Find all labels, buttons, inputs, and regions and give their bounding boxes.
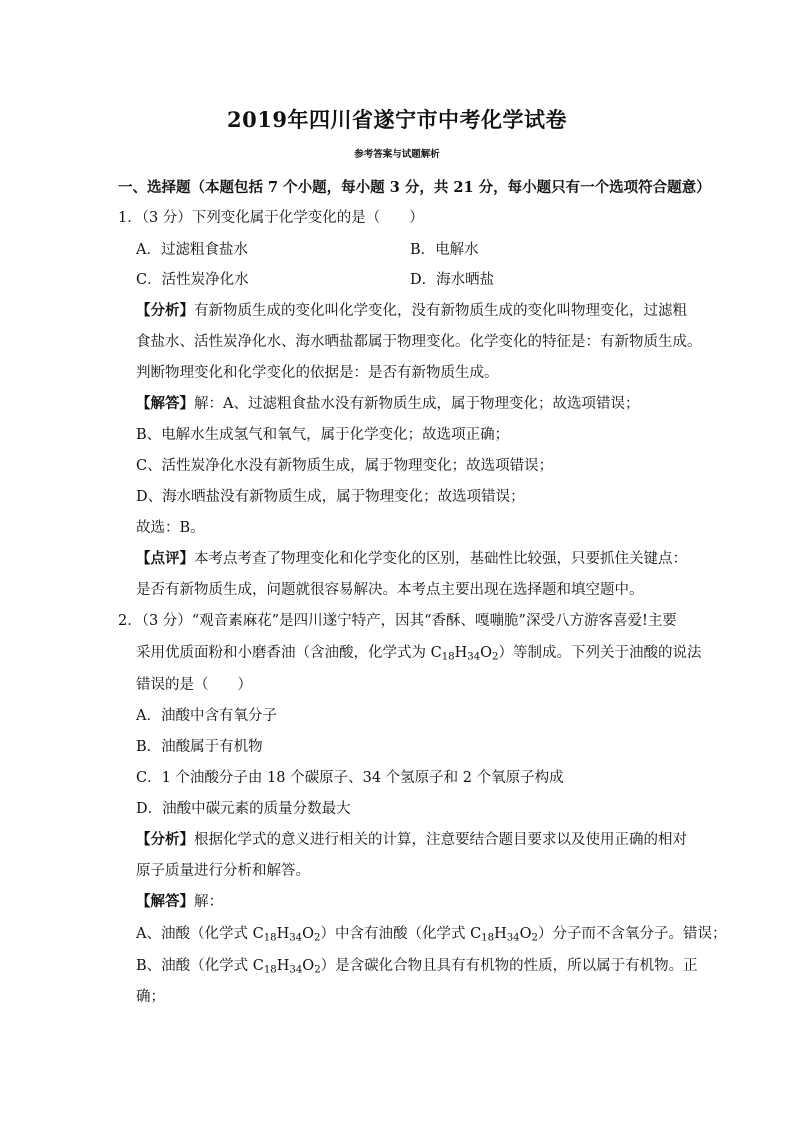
question-2-stem-line-2: 采用优质面粉和小磨香油（含油酸，化学式为 $C_{18}H_{34}O_2$）等制成。下列关于油酸的说法 bbox=[136, 645, 702, 663]
page-title: 2019年四川省遂宁市中考化学试卷 bbox=[227, 107, 567, 132]
question-1-answer-line-4: D、海水晒盐没有新物质生成，属于物理变化；故选项错误； bbox=[136, 489, 525, 505]
section-heading: 一、选择题（本题包括 7 个小题，每小题 3 分，共 21 分，每小题只有一个选项符合题意） bbox=[118, 179, 711, 196]
analysis-tag: 【分析】 bbox=[136, 831, 194, 848]
question-1-stem: 1．（3 分）下列变化属于化学变化的是（ ） bbox=[118, 210, 424, 226]
question-1-answer-line-5: 故选：B。 bbox=[136, 520, 205, 536]
question-1-answer bbox=[136, 394, 639, 414]
question-2-answer-b: B、油酸（化学式 $C_{18}H_{34}O_2$）是含碳化合物且具有有机物的性质，所以属于有机物。正 bbox=[136, 958, 698, 976]
question-1-option-c: C．活性炭净化水 bbox=[136, 272, 249, 288]
question-1-comment bbox=[136, 549, 687, 569]
answer-text: 解：A、过滤粗食盐水没有新物质生成，属于物理变化；故选项错误； bbox=[194, 396, 640, 412]
question-1-analysis-line-3: 判断物理变化和化学变化的依据是：是否有新物质生成。 bbox=[136, 365, 499, 381]
question-2-stem-line-3: 错误的是（ ） bbox=[136, 677, 252, 693]
question-1-analysis bbox=[136, 301, 687, 321]
comment-tag: 【点评】 bbox=[136, 550, 194, 567]
question-1-option-b: B．电解水 bbox=[410, 242, 479, 258]
question-2-analysis-line-2: 原子质量进行分析和解答。 bbox=[136, 863, 310, 879]
question-1-analysis-line-2: 食盐水、活性炭净化水、海水晒盐都属于物理变化。化学变化的特征是：有新物质生成。 bbox=[136, 334, 702, 350]
question-2-option-b: B．油酸属于有机物 bbox=[136, 739, 263, 755]
answer-text: 解： bbox=[194, 894, 223, 910]
question-2-option-d: D．油酸中碳元素的质量分数最大 bbox=[136, 801, 351, 817]
comment-text: 本考点考查了物理变化和化学变化的区别，基础性比较强，只要抓住关键点： bbox=[194, 551, 687, 567]
question-2-answer bbox=[136, 892, 223, 912]
analysis-text: 有新物质生成的变化叫化学变化，没有新物质生成的变化叫物理变化，过滤粗 bbox=[194, 303, 687, 319]
question-2-option-a: A．油酸中含有氧分子 bbox=[136, 708, 277, 724]
question-1-answer-line-2: B、电解水生成氢气和氧气，属于化学变化；故选项正确； bbox=[136, 427, 510, 443]
question-2-answer-b-line-2: 确； bbox=[136, 989, 165, 1005]
question-2-option-c: C．1 个油酸分子由 18 个碳原子、34 个氢原子和 2 个氧原子构成 bbox=[136, 770, 564, 786]
question-1-comment-line-2: 是否有新物质生成，问题就很容易解决。本考点主要出现在选择题和填空题中。 bbox=[136, 582, 644, 598]
answer-tag: 【解答】 bbox=[136, 395, 194, 412]
question-1-option-a: A．过滤粗食盐水 bbox=[136, 242, 248, 258]
page-subtitle: 参考答案与试题解析 bbox=[354, 149, 440, 160]
question-2-answer-a: A、油酸（化学式 $C_{18}H_{34}O_2$）中含有油酸（化学式 $C_{18}H_{34}O_2$）分子而不含氧分子。错误； bbox=[136, 926, 727, 944]
question-2-analysis bbox=[136, 830, 687, 850]
analysis-text: 根据化学式的意义进行相关的计算，注意要结合题目要求以及使用正确的相对 bbox=[194, 832, 687, 848]
answer-tag: 【解答】 bbox=[136, 893, 194, 910]
question-1-option-d: D．海水晒盐 bbox=[410, 272, 495, 288]
analysis-tag: 【分析】 bbox=[136, 302, 194, 319]
question-2-stem: 2．（3 分）“观音素麻花”是四川遂宁特产，因其“香酥、嘎嘣脆”深受八方游客喜爱!主要 bbox=[118, 613, 677, 629]
question-1-answer-line-3: C、活性炭净化水没有新物质生成，属于物理变化；故选项错误； bbox=[136, 458, 554, 474]
